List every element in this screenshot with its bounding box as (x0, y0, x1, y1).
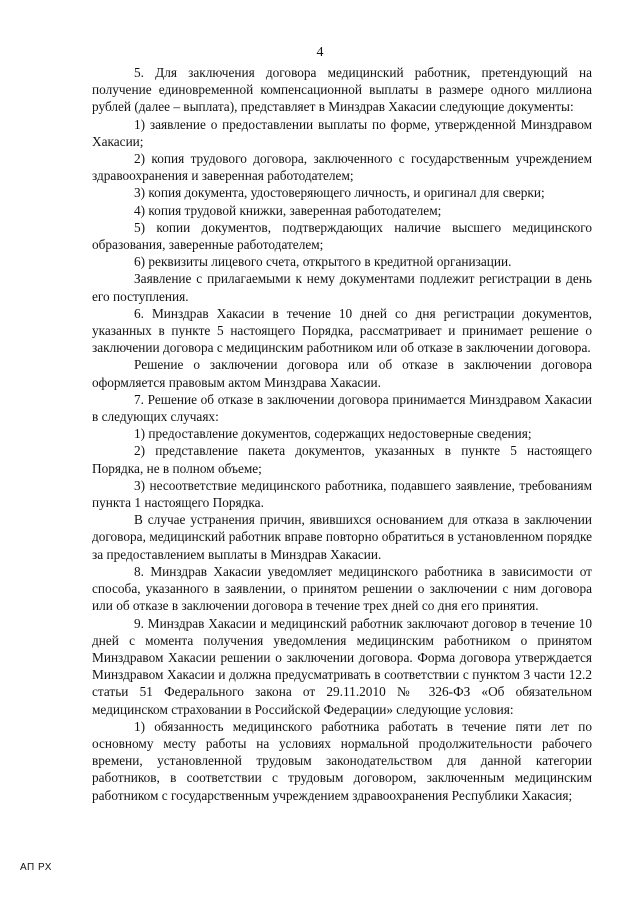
list-item-work-book: 4) копия трудовой книжки, заверенная работодателем; (134, 202, 442, 218)
paragraph-reapply: В случае устранения причин, явившихся основанием для отказа в заключении договора, медицинский работник вправе повторно обратиться в установленном порядке за предоставлением выплаты в Минздрав Хакасии. (92, 512, 592, 562)
list-item-employment-contract: 2) копия трудового договора, заключенного с государственным учреждением здравоохранения и заверенная работодателем; (92, 151, 592, 184)
list-item-false-information: 1) предоставление документов, содержащих недостоверные сведения; (134, 426, 532, 442)
list-item-incomplete-package: 2) представление пакета документов, указанных в пункте 5 настоящего Порядка, не в полном объеме; (92, 443, 592, 476)
paragraph-item-7: 7. Решение об отказе в заключении договора принимается Минздравом Хакасии в следующих случаях: (92, 391, 592, 425)
page-number: 4 (316, 45, 324, 60)
footer-code: АП РХ (20, 862, 52, 873)
paragraph-item-8: 8. Минздрав Хакасии уведомляет медицинского работника в зависимости от способа, указанного в заявлении, о принятом решении о заключении с ним договора или об отказе в заключении договора в течение трех дней со дня его принятия. (92, 563, 592, 614)
paragraph-item-9: 9. Минздрав Хакасии и медицинский работник заключают договор в течение 10 дней с момента получения уведомления медицинским работником о принятом Минздравом Хакасии решении о заключении договора. Форма договора утверждается Минздравом Хакасии и должна предусматривать в соответствии с пунктом 3 части 12.2 статьи 51 Федерального закона от 29.11.2010 № 326-ФЗ «Об обязательном медицинском страховании в Российской Федерации» следующие условия: (92, 615, 592, 717)
paragraph-registration: Заявление с прилагаемыми к нему документами подлежит регистрации в день его поступления. (92, 271, 592, 304)
list-item-nonconformity: 3) несоответствие медицинского работника, подавшего заявление, требованиям пункта 1 настоящего Порядка. (92, 477, 592, 511)
paragraph-decision: Решение о заключении договора или об отказе в заключении договора оформляется правовым актом Минздрава Хакасии. (92, 357, 592, 390)
list-item-bank-account: 6) реквизиты лицевого счета, открытого в кредитной организации. (134, 254, 512, 270)
list-item-identity-document: 3) копия документа, удостоверяющего личность, и оригинал для сверки; (134, 185, 545, 201)
paragraph-item-6: 6. Минздрав Хакасии в течение 10 дней со дня регистрации документов, указанных в пункте 5 настоящего Порядка, рассматривает и принимает решение о заключении договора с медицинским работником или об отказе в заключении договора. (92, 305, 592, 356)
paragraph-item-5: 5. Для заключения договора медицинский работник, претендующий на получение единовременной компенсационной выплаты в размере одного миллиона рублей (далее – выплата), представляет в Минздрав Хакасии следующие документы: (92, 65, 592, 115)
list-item-work-obligation: 1) обязанность медицинского работника работать в течение пяти лет по основному месту работы на условиях нормальной продолжительности рабочего времени, установленной трудовым законодательством для данной категории работников, в соответствии с трудовым договором, заключенным медицинским работником с государственным учреждением здравоохранения Республики Хакасия; (92, 718, 592, 803)
list-item-application: 1) заявление о предоставлении выплаты по форме, утвержденной Минздравом Хакасии; (92, 116, 592, 149)
document-body (92, 64, 592, 804)
list-item-education-documents: 5) копии документов, подтверждающих наличие высшего медицинского образования, заверенные работодателем; (92, 219, 592, 253)
